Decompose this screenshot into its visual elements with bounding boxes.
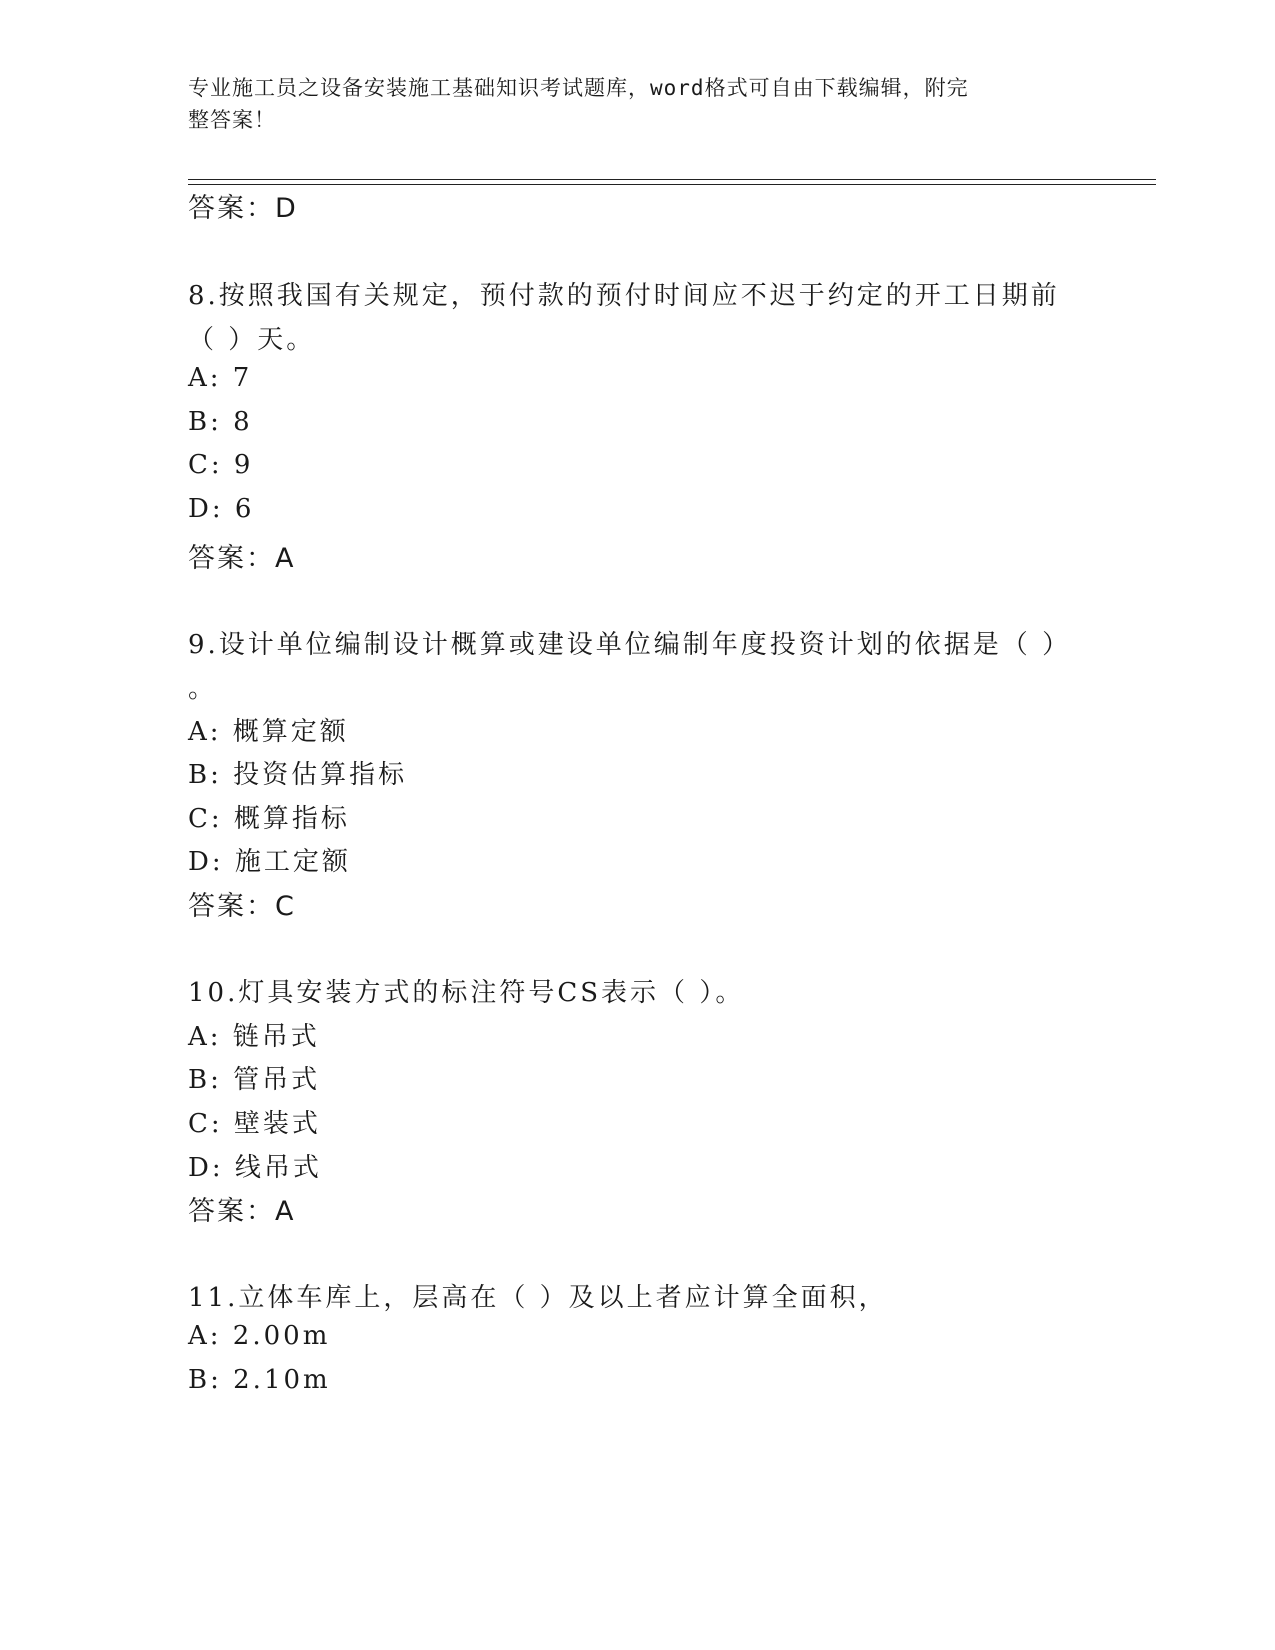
answer-q9: 答案：C [188,891,296,922]
question-9-line-2: 。 [188,674,218,704]
question-10-option-b: B: 管吊式 [188,1065,321,1095]
question-10-option-c: C: 壁装式 [188,1109,321,1139]
question-9-option-a: A: 概算定额 [188,717,349,747]
document-header [188,72,1068,136]
question-9-option-c: C: 概算指标 [188,804,350,834]
answer-q10: 答案：A [188,1196,296,1227]
header-line-1: 专业施工员之设备安装施工基础知识考试题库，word格式可自由下载编辑，附完 [188,76,969,100]
question-10-line-1: 10.灯具安装方式的标注符号CS表示（ ）。 [188,978,745,1008]
question-8-option-b: B: 8 [188,407,253,437]
header-line-2: 整答案！ [188,108,276,132]
answer-q8: 答案：A [188,543,296,574]
question-10-option-a: A: 链吊式 [188,1022,320,1052]
question-11-option-a: A: 2.00m [188,1321,331,1351]
question-9-option-d: D: 施工定额 [188,847,351,877]
question-11-option-b: B: 2.10m [188,1365,331,1395]
question-8-line-1: 8.按照我国有关规定，预付款的预付时间应不迟于约定的开工日期前 [188,281,1060,311]
header-rule-top [188,179,1156,180]
question-8-option-a: A: 7 [188,363,253,393]
question-11-line-1: 11.立体车库上，层高在（ ）及以上者应计算全面积， [188,1283,888,1313]
question-9-line-1: 9.设计单位编制设计概算或建设单位编制年度投资计划的依据是（ ） [188,630,1072,660]
question-8-line-2: （ ）天。 [188,325,316,355]
question-10-option-d: D: 线吊式 [188,1153,322,1183]
question-9-option-b: B: 投资估算指标 [188,760,408,790]
answer-q7: 答案：D [188,193,298,224]
header-rule-bottom [188,184,1156,185]
question-8-option-c: C: 9 [188,450,254,480]
question-8-option-d: D: 6 [188,494,255,524]
